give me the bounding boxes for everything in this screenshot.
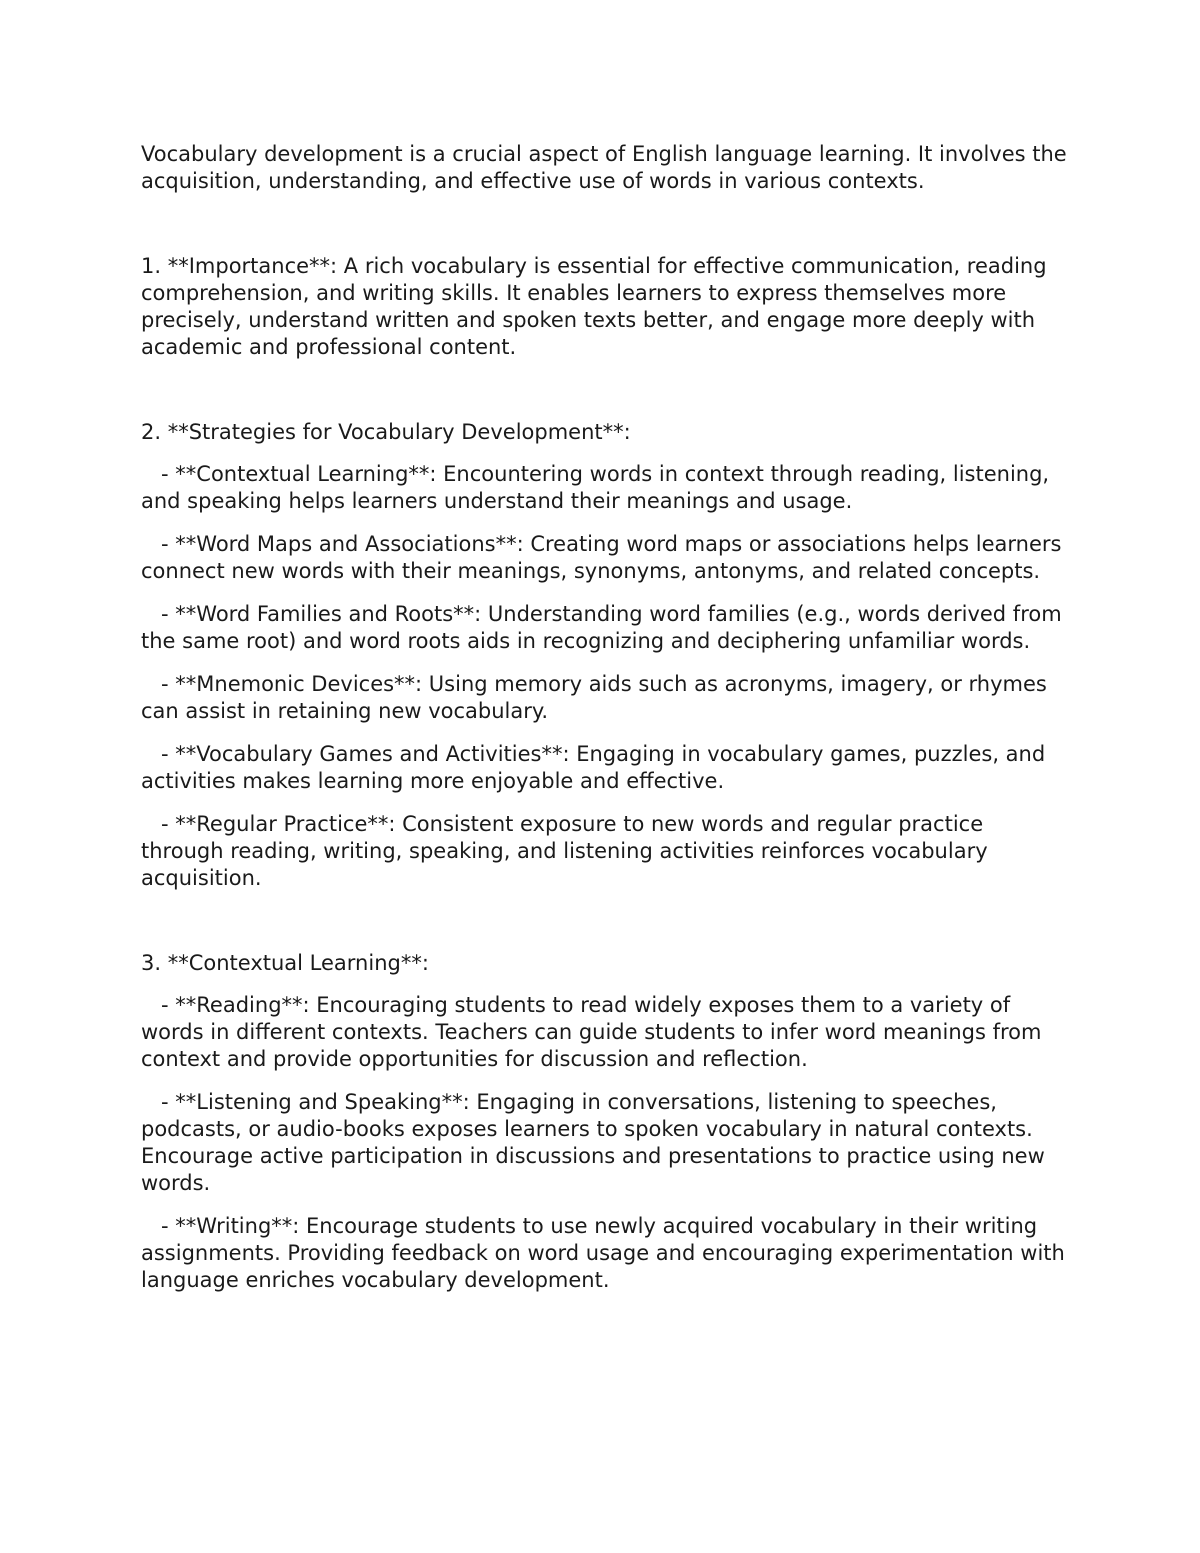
list-item: - **Writing**: Encourage students to use newly acquired vocabulary in their writing assignments. Providing feedback on word usage and encouraging experimentation with language enriches vocabulary development. (141, 1214, 1072, 1292)
intro-paragraph: Vocabulary development is a crucial aspect of English language learning. It involves the acquisition, understanding, and effective use of words in various contexts. (141, 142, 1074, 193)
list-item: - **Word Maps and Associations**: Creating word maps or associations helps learners connect new words with their meanings, synonyms, antonyms, and related concepts. (141, 532, 1069, 583)
document-body (141, 141, 1074, 1310)
list-item: - **Listening and Speaking**: Engaging in conversations, listening to speeches, podcasts, or audio-books exposes learners to spoken vocabulary in natural contexts. Encourage active participation in discussions and presentations to practice using new words. (141, 1090, 1052, 1195)
section-strategies-heading: 2. **Strategies for Vocabulary Development**: (141, 420, 631, 444)
list-item: - **Contextual Learning**: Encountering words in context through reading, listening, and speaking helps learners understand their meanings and usage. (141, 462, 1056, 513)
list-item: - **Regular Practice**: Consistent exposure to new words and regular practice through reading, writing, speaking, and listening activities reinforces vocabulary acquisition. (141, 812, 995, 890)
section-contextual-heading: 3. **Contextual Learning**: (141, 951, 429, 975)
list-item: - **Vocabulary Games and Activities**: Engaging in vocabulary games, puzzles, and activities makes learning more enjoyable and effective. (141, 742, 1052, 793)
section-importance: 1. **Importance**: A rich vocabulary is essential for effective communication, reading comprehension, and writing skills. It enables learners to express themselves more precisely, understand written and spoken texts better, and engage more deeply with academic and professional content. (141, 254, 1054, 359)
list-item: - **Word Families and Roots**: Understanding word families (e.g., words derived from the same root) and word roots aids in recognizing and deciphering unfamiliar words. (141, 602, 1069, 653)
list-item: - **Reading**: Encouraging students to read widely exposes them to a variety of words in different contexts. Teachers can guide students to infer word meanings from context and provide opportunities for discussion and reflection. (141, 993, 1049, 1071)
list-item: - **Mnemonic Devices**: Using memory aids such as acronyms, imagery, or rhymes can assist in retaining new vocabulary. (141, 672, 1054, 723)
